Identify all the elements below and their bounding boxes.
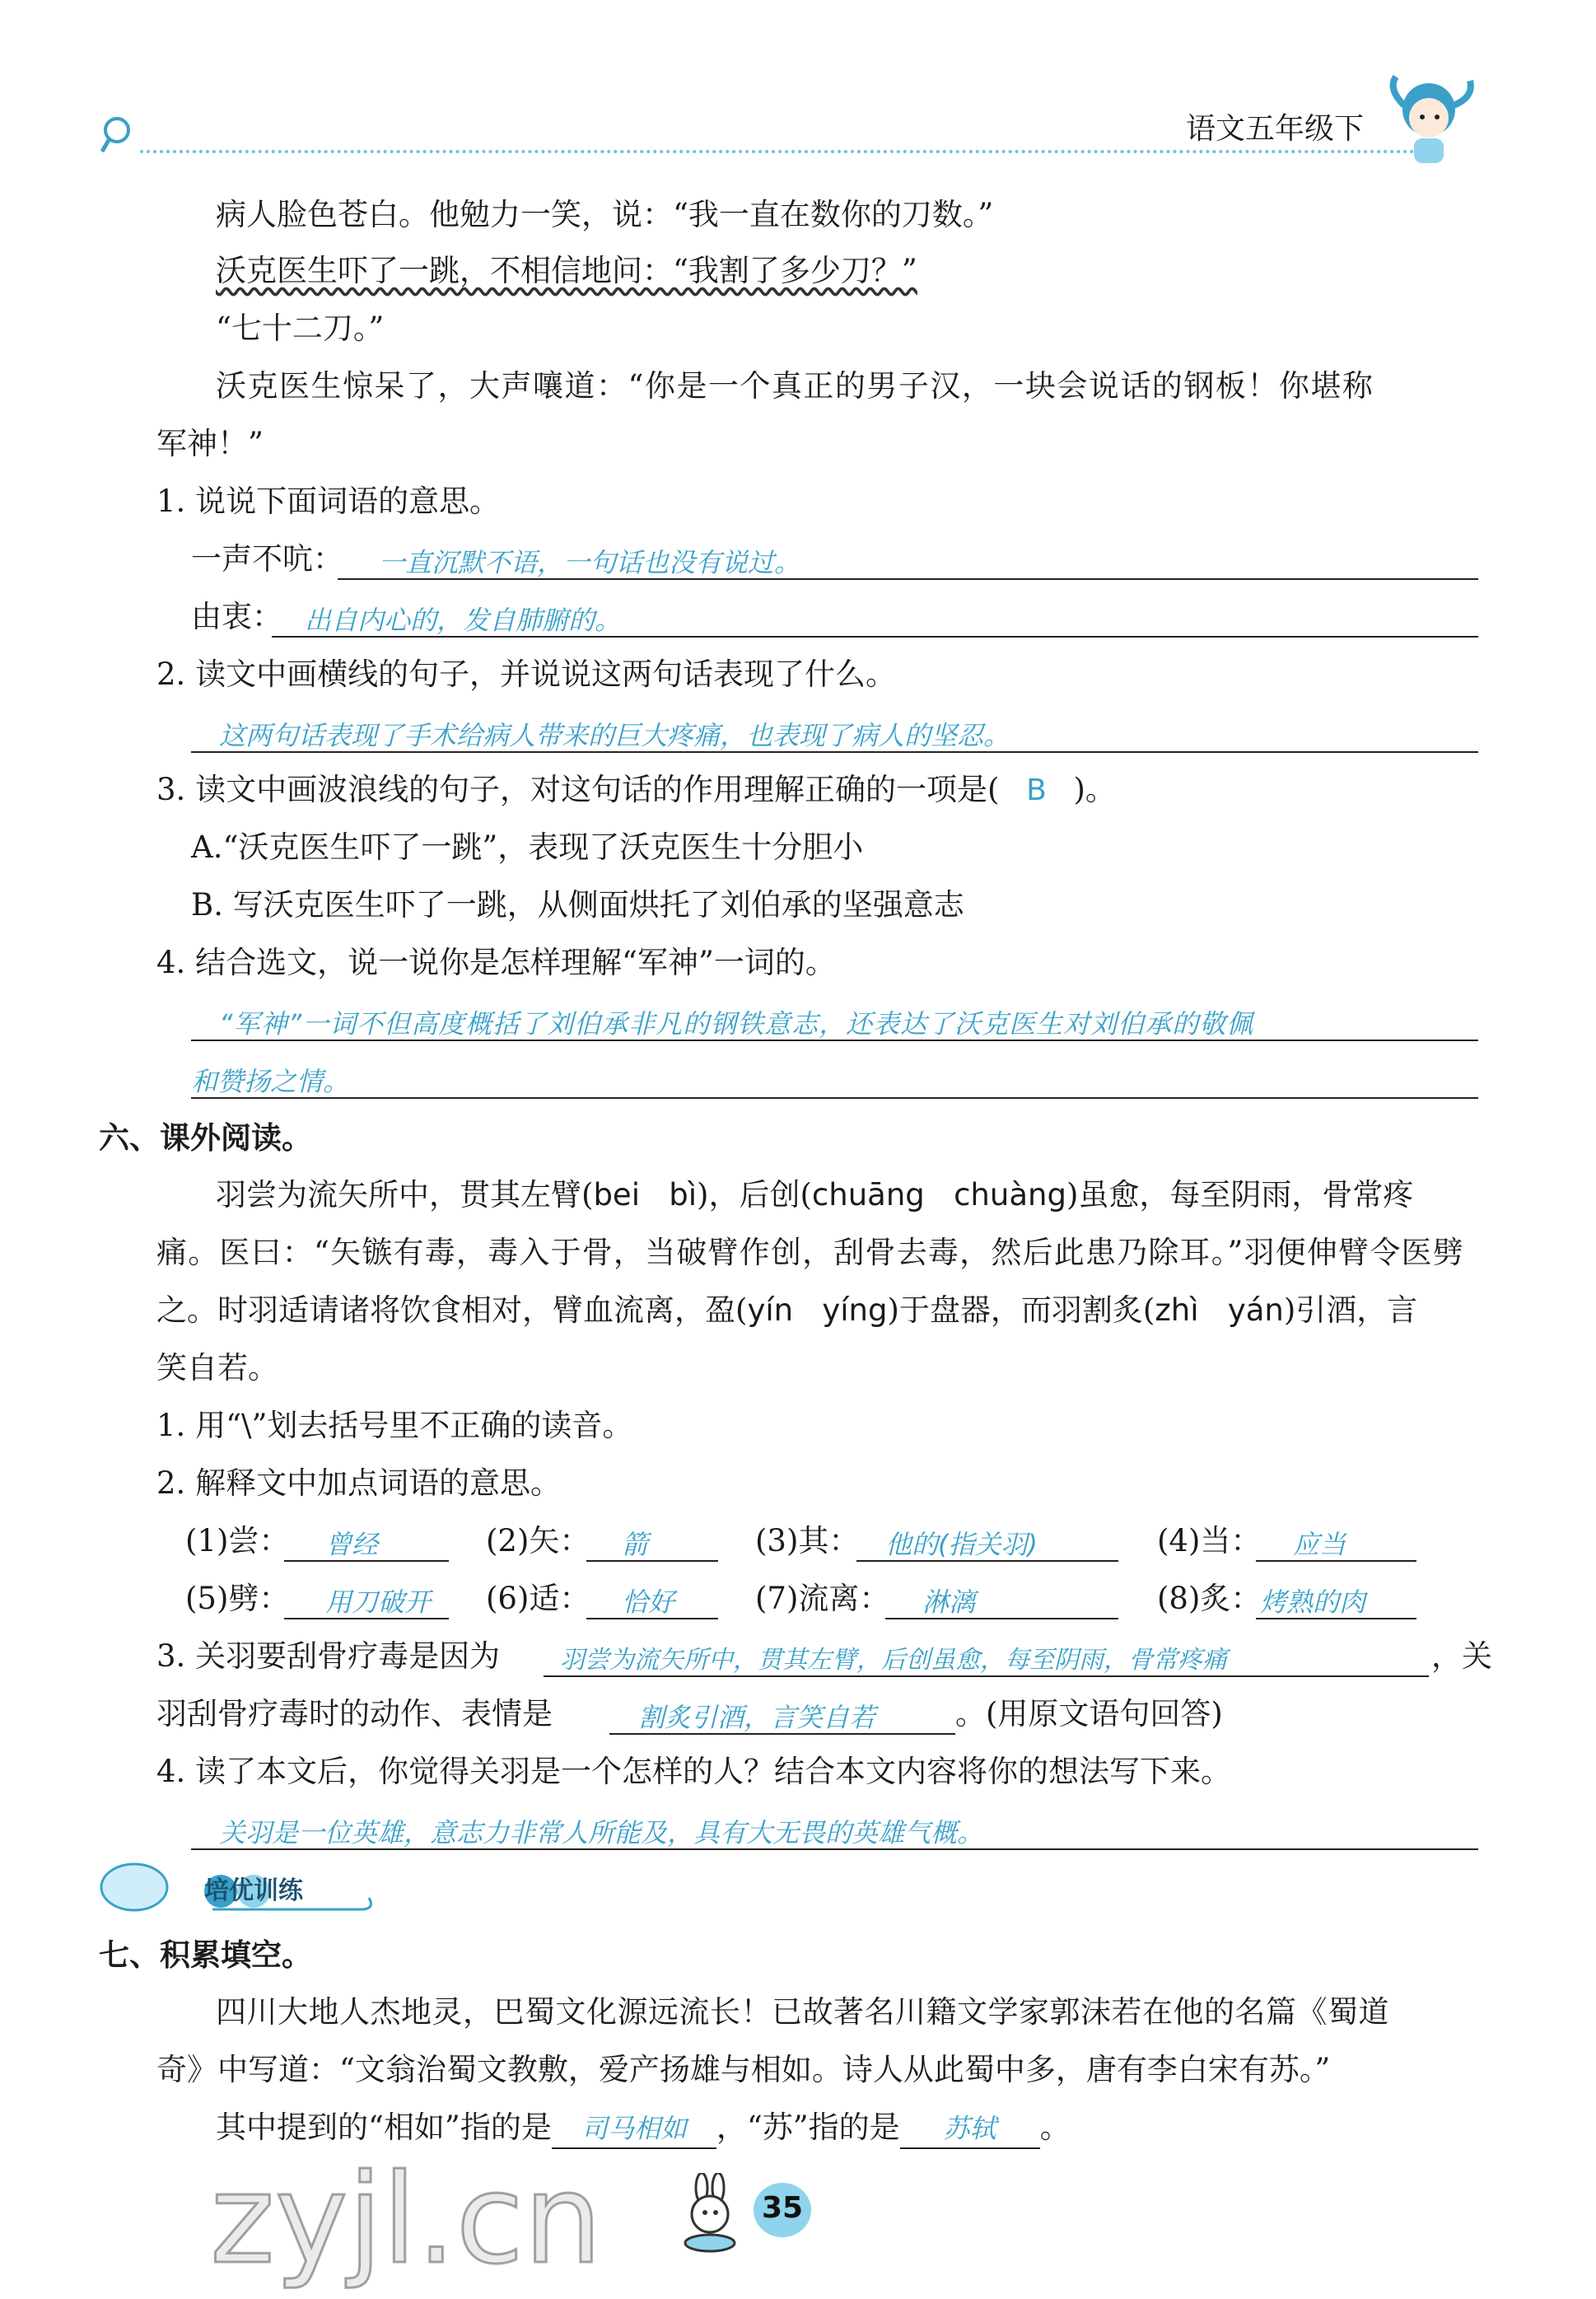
- answer-text: 他的(指关羽): [885, 1529, 1038, 1560]
- answer-text: 烤熟的肉: [1260, 1586, 1366, 1618]
- answer-text: 用刀破开: [325, 1586, 432, 1618]
- header-dotted-line: [140, 150, 1441, 153]
- classical-text-line: 笑自若。: [156, 1350, 278, 1385]
- mascot-girl-icon: [1371, 72, 1486, 175]
- definition-label: (6)适：: [486, 1581, 590, 1616]
- answer-text: 淋漓: [922, 1586, 976, 1618]
- answer-line: [586, 1618, 718, 1619]
- answer-line: [338, 578, 1478, 580]
- definition-label: (8)炙：: [1157, 1581, 1262, 1616]
- answer-text: 应当: [1293, 1529, 1346, 1560]
- answer-line: [284, 1618, 449, 1619]
- answer-text: 苏轼: [900, 2110, 1040, 2149]
- question-text: ，关: [1431, 1638, 1492, 1674]
- answer-text: 箭: [622, 1529, 649, 1560]
- answer-text: 曾经: [325, 1529, 379, 1560]
- answer-text: “军神”一词不但高度概括了刘伯承非凡的钢铁意志，还表达了沃克医生对刘伯承的敬佩: [219, 1008, 1254, 1040]
- header-search-icon: [99, 115, 137, 160]
- answer-line: [586, 1560, 718, 1562]
- answer-text: 一直沉默不语，一句话也没有说过。: [379, 547, 801, 578]
- watermark: zyjl.cn: [210, 2148, 603, 2292]
- question-title: 3. 关羽要刮骨疗毒是因为: [156, 1638, 501, 1674]
- question-text: 。(用原文语句回答): [955, 1696, 1223, 1731]
- passage-paragraph: 沃克医生惊呆了，大声嚷道：“你是一个真正的男子汉，一块会说话的钢板！你堪称: [216, 368, 1374, 404]
- classical-text-line: 之。时羽适请诸将饮食相对，臂血流离，盈(yín yíng)于盘器，而羽割炙(zhì yán)引酒，言: [156, 1292, 1418, 1328]
- fill-blank-line: 其中提到的“相如”指的是 司马相如 ，“苏”指的是 苏轼 。: [216, 2109, 1071, 2149]
- definition-label: (7)流离：: [755, 1581, 890, 1616]
- question-text: 羽刮骨疗毒时的动作、表情是: [156, 1696, 553, 1731]
- section-banner: [97, 1858, 377, 1916]
- passage-paragraph: 军神！”: [156, 426, 264, 461]
- answer-line: [284, 1560, 449, 1562]
- question-title: 1. 说说下面词语的意思。: [156, 484, 501, 519]
- answer-line: [544, 1675, 1429, 1677]
- page-number: 35: [761, 2191, 804, 2225]
- answer-line: [609, 1733, 955, 1735]
- question-title: 1. 用“\”划去括号里不正确的读音。: [156, 1408, 633, 1443]
- definition-label: (4)当：: [1157, 1523, 1262, 1558]
- definition-label: (1)尝：: [185, 1523, 290, 1558]
- option-b: B. 写沃克医生吓了一跳，从侧面烘托了刘伯承的坚强意志: [191, 887, 964, 923]
- bunny-mascot-icon: [669, 2173, 759, 2259]
- answer-line: [191, 1848, 1478, 1850]
- answer-text: 出自内心的，发自肺腑的。: [305, 605, 622, 636]
- answer-line: [885, 1618, 1118, 1619]
- answer-line: [191, 751, 1478, 753]
- term-label: 由衷：: [191, 599, 282, 634]
- answer-text: 恰好: [622, 1586, 675, 1618]
- question-title: 3. 读文中画波浪线的句子，对这句话的作用理解正确的一项是( B )。: [156, 771, 1116, 810]
- choice-answer: B: [1026, 773, 1047, 807]
- header-subject: 语文五年级下: [1186, 112, 1365, 146]
- classical-text-line: 羽尝为流矢所中，贯其左臂(bei bì)，后创(chuāng chuàng)虽愈，每至阴雨，骨常疼: [216, 1177, 1414, 1213]
- question-title: 4. 读了本文后，你觉得关羽是一个怎样的人？结合本文内容将你的想法写下来。: [156, 1754, 1232, 1789]
- passage-paragraph: 病人脸色苍白。他勉力一笑，说：“我一直在数你的刀数。”: [216, 197, 994, 232]
- answer-text: 和赞扬之情。: [191, 1066, 350, 1097]
- answer-line: [272, 636, 1478, 638]
- answer-text: 司马相如: [552, 2110, 716, 2149]
- answer-line: [856, 1560, 1118, 1562]
- answer-text: 割炙引酒，言笑自若: [638, 1702, 876, 1733]
- section-title: 六、课外阅读。: [99, 1119, 312, 1156]
- definition-label: (2)矢：: [486, 1523, 590, 1558]
- term-label: 一声不吭：: [191, 541, 343, 577]
- classical-text-line: 痛。医曰：“矢镞有毒，毒入于骨，当破臂作创，刮骨去毒，然后此患乃除耳。”羽便伸臂令医劈: [156, 1235, 1464, 1270]
- question-title: 2. 读文中画横线的句子，并说说这两句话表现了什么。: [156, 657, 897, 692]
- answer-text: 羽尝为流矢所中，贯其左臂，后创虽愈，每至阴雨，骨常疼痛: [560, 1646, 1227, 1675]
- banner-label: 培优训练: [204, 1876, 303, 1905]
- answer-line: [191, 1097, 1478, 1099]
- question-title: 2. 解释文中加点词语的意思。: [156, 1465, 562, 1501]
- answer-text: 关羽是一位英雄，意志力非常人所能及，具有大无畏的英雄气概。: [219, 1817, 984, 1848]
- definition-label: (5)劈：: [185, 1581, 290, 1616]
- paragraph: 四川大地人杰地灵，巴蜀文化源远流长！已故著名川籍文学家郭沫若在他的名篇《蜀道: [216, 1994, 1389, 2030]
- question-title: 4. 结合选文，说一说你是怎样理解“军神”一词的。: [156, 945, 836, 980]
- answer-line: [1256, 1618, 1416, 1619]
- option-a: A.“沃克医生吓了一跳”，表现了沃克医生十分胆小: [191, 829, 864, 865]
- answer-text: 这两句话表现了手术给病人带来的巨大疼痛，也表现了病人的坚忍。: [219, 720, 1010, 751]
- answer-line: [191, 1040, 1478, 1041]
- paragraph: 奇》中写道：“文翁治蜀文教敷，爱产扬雄与相如。诗人从此蜀中多，唐有李白宋有苏。”: [156, 2052, 1331, 2087]
- passage-wavy-sentence: 沃克医生吓了一跳，不相信地问：“我割了多少刀？”: [216, 253, 917, 288]
- section-title: 七、积累填空。: [99, 1937, 312, 1973]
- answer-line: [1256, 1560, 1416, 1562]
- definition-label: (3)其：: [755, 1523, 860, 1558]
- passage-paragraph: “七十二刀。”: [216, 311, 385, 346]
